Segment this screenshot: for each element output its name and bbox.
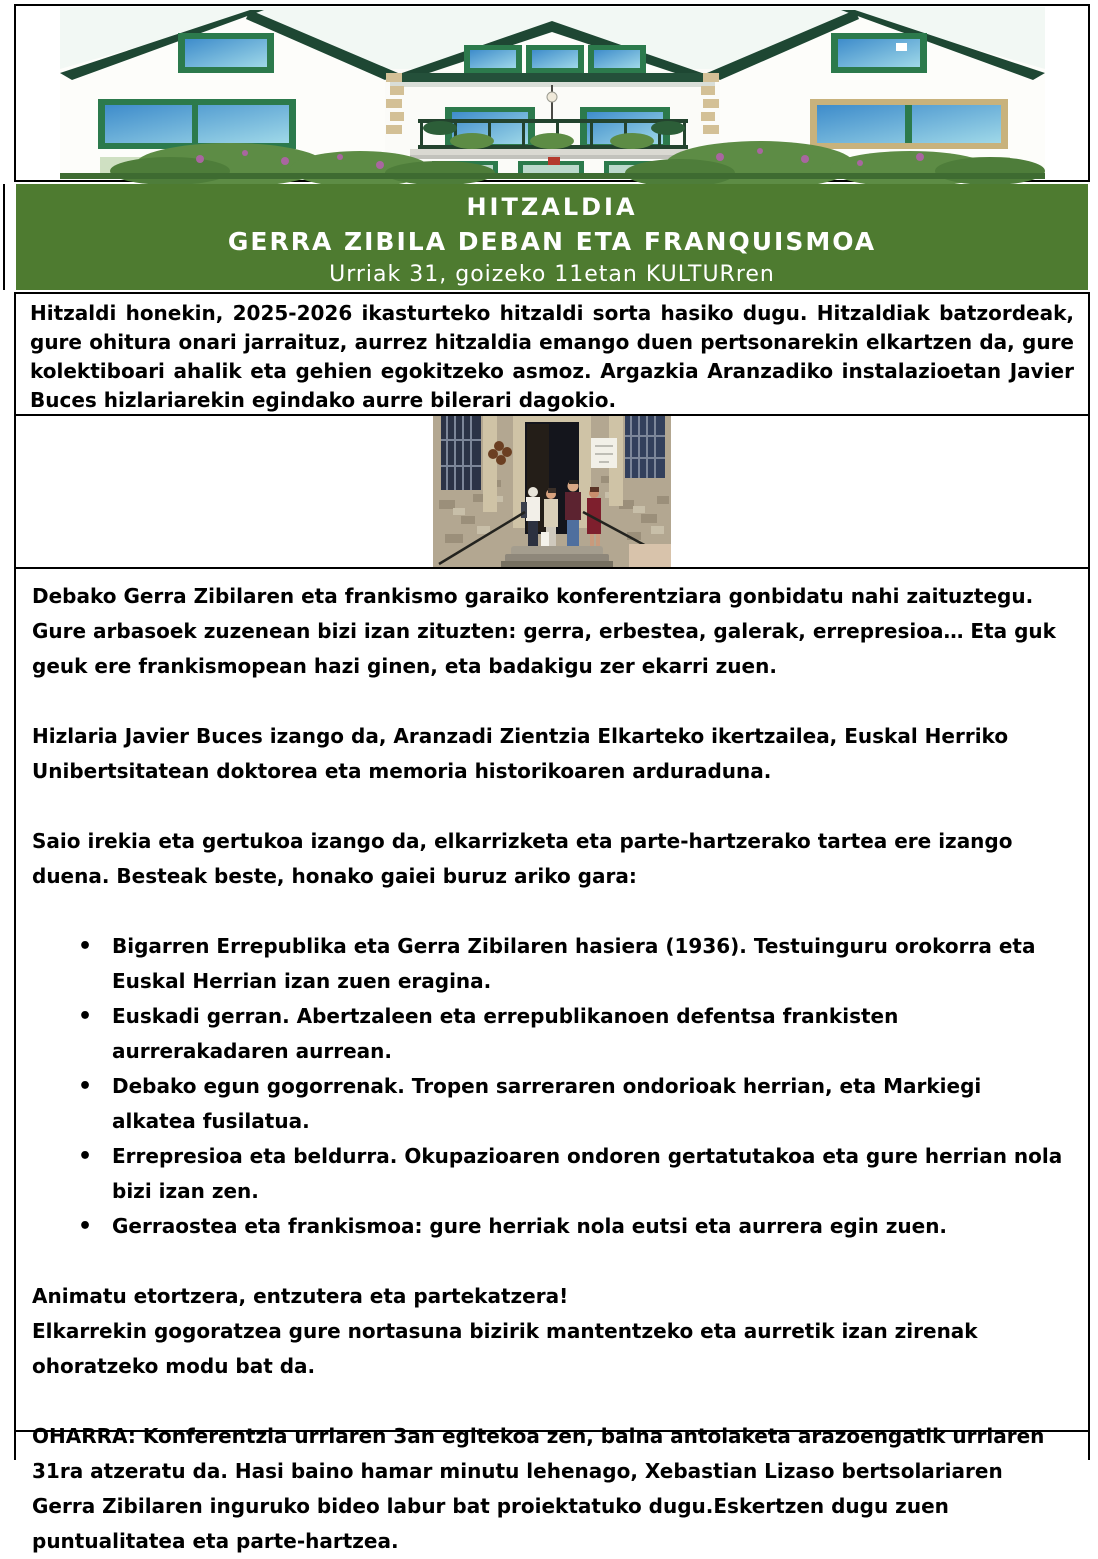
topic-item: • Debako egun gogorrenak. Tropen sarreraren ondorioak herrian, eta Markiegi alkatea fusilatua. [32,1069,1070,1139]
topic-item: • Gerraostea eta frankismoa: gure herriak nola eutsi eta aurrera egin zuen. [32,1209,1070,1244]
building-photo [60,7,1045,179]
event-banner [16,184,1088,290]
invitation-line: Debako Gerra Zibilaren eta frankismo garaiko konferentziara gonbidatu nahi zaituztegu. [32,584,1034,608]
topics-list [32,929,1070,1244]
speaker-paragraph: Hizlaria Javier Buces izango da, Aranzadi Zientzia Elkarteko ikertzailea, Euskal Herriko Unibertsitatean doktorea eta memoria historikoaren arduraduna. [32,724,1009,783]
building-photo-cell [14,4,1090,182]
session-paragraph: Saio irekia eta gertukoa izango da, elkarrizketa eta parte-hartzerako tartea ere izango duena. Besteak beste, honako gaiei buruz ariko gara: [32,829,1013,888]
meeting-photo-cell [14,414,1090,569]
flyer-page [0,4,1098,1553]
remember-line: Elkarrekin gogoratzea gure nortasuna bizirik mantentzeko eta aurretik izan zirenak ohoratzeko modu bat da. [32,1319,978,1378]
meeting-photo [433,416,671,567]
intro-paragraph: Hitzaldi honekin, 2025-2026 ikasturteko hitzaldi sorta hasiko dugu. Hitzaldiak batzordeak, gure ohitura onari jarraituz, aurrez hitzaldia emango duen pertsonarekin elkartzen da, gure kolektiboari ahalik eta gehien egokitzeko asmoz. Argazkia Aranzadiko instalazioetan Javier Buces hizlariarekin egindako aurre bilerari dagokio. [30,301,1074,412]
intro-cell [14,292,1090,416]
topic-item: • Errepresioa eta beldurra. Okupazioaren ondoren gertatutakoa eta gure herrian nola bizi izan zen. [32,1139,1070,1209]
topic-item: • Euskadi gerran. Abertzaleen eta errepublikanoen defentsa frankisten aurrerakadaren aurrean. [32,999,1070,1069]
topic-item: • Bigarren Errepublika eta Gerra Zibilaren hasiera (1936). Testuinguru orokorra eta Euskal Herrian izan zuen eragina. [32,929,1070,999]
ancestors-line: Gure arbasoek zuzenean bizi izan zituzten: gerra, erbestea, galerak, errepresioa… Eta guk geuk ere frankismopean hazi ginen, eta badakigu zer ekarri zuen. [32,619,1056,678]
main-text-cell [14,567,1090,1553]
banner-title: HITZALDIA [466,193,638,221]
note-paragraph: OHARRA: Konferentzia urriaren 3an egitekoa zen, baina antolaketa arazoengatik urriaren 31ra atzeratu da. Hasi baino hamar minutu lehenago, Xebastian Lizaso bertsolariaren Gerra Zibilaren inguruko bideo labur bat proiektatuko dugu.Eskertzen dugu zuen puntualitatea eta parte-hartzea. [32,1424,1045,1553]
encourage-line: Animatu etortzera, entzutera eta partekatzera! [32,1284,569,1308]
banner-subtitle: GERRA ZIBILA DEBAN ETA FRANQUISMOA [227,227,877,256]
banner-date-line: Urriak 31, goizeko 11etan KULTURren [329,262,775,287]
